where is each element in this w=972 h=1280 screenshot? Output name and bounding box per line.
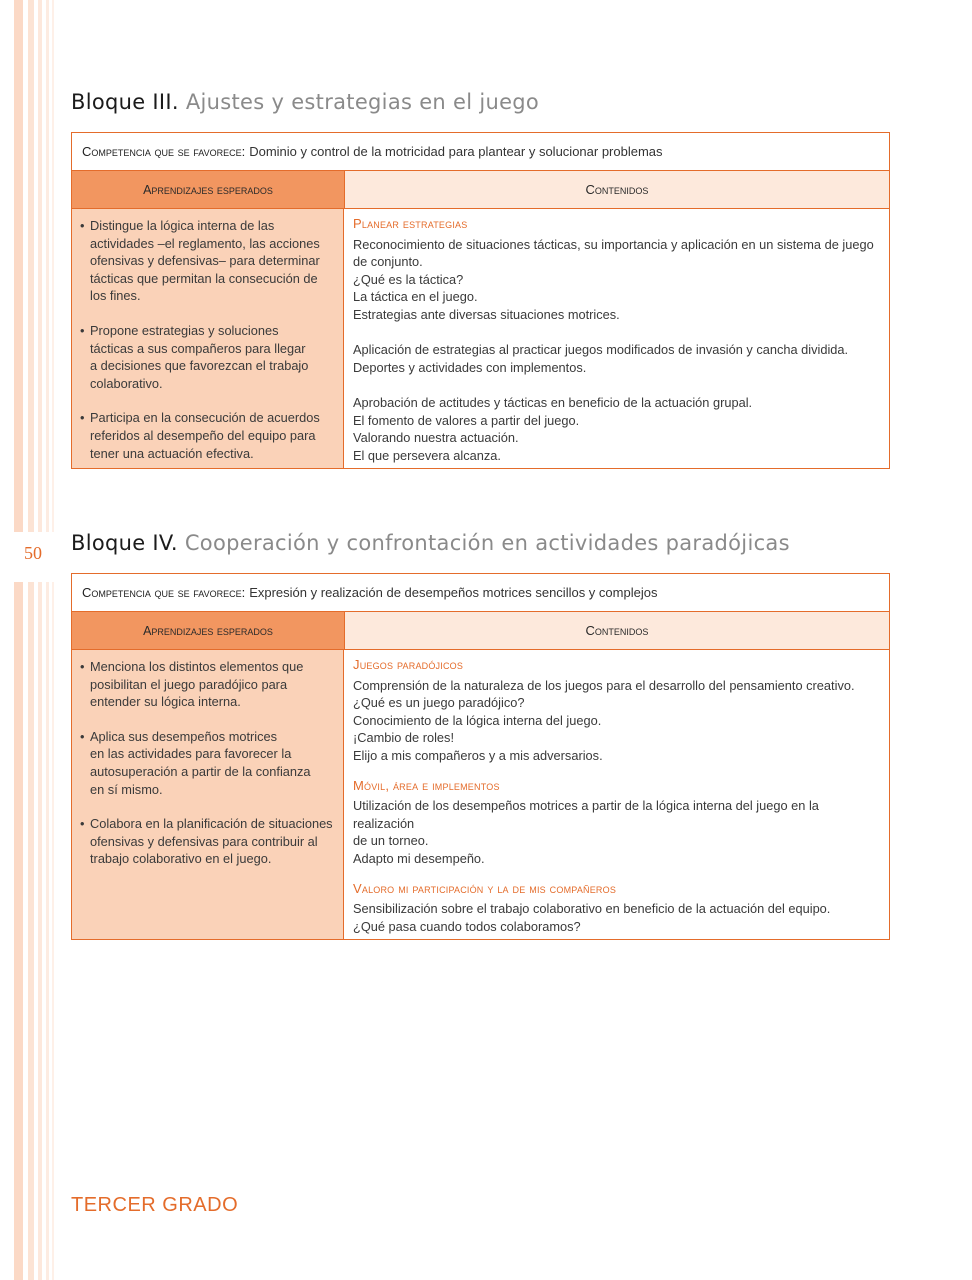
text-line: Aplica sus desempeños motrices — [90, 728, 278, 744]
text-line: tácticas que permitan la consecución de — [90, 270, 318, 286]
block-label: Bloque IV. — [71, 531, 178, 555]
text-line: entender su lógica interna. — [90, 694, 241, 710]
margin-stripe — [38, 0, 42, 1280]
text-line: Participa en la consecución de acuerdos — [90, 410, 320, 426]
spacer — [353, 376, 881, 394]
text-line: Sensibilización sobre el trabajo colaborativo en beneficio de la actuación del equipo. — [353, 901, 831, 917]
block-heading — [71, 531, 790, 555]
block-table — [71, 573, 890, 940]
competencia-label: Competencia que se favorece: — [82, 585, 246, 600]
text-line: ofensivas y defensivas– para determinar — [90, 253, 320, 269]
contenidos-list — [344, 650, 889, 939]
aprendizaje-item — [80, 217, 335, 305]
text-line: La táctica en el juego. — [353, 289, 478, 305]
contenidos-header: Contenidos — [345, 171, 889, 208]
text-line: a decisiones que favorezcan el trabajo — [90, 358, 309, 374]
aprendizaje-item — [80, 409, 335, 462]
spacer — [353, 765, 881, 777]
text-line: de un torneo. — [353, 833, 429, 849]
text-line: trabajo colaborativo en el juego. — [90, 851, 272, 867]
text-line: Aprobación de actitudes y tácticas en beneficio de la actuación grupal. — [353, 394, 753, 410]
text-line: los fines. — [90, 288, 141, 304]
aprendizaje-item — [80, 815, 335, 868]
spacer — [353, 324, 881, 342]
text-line: Menciona los distintos elementos que — [90, 659, 304, 674]
block-table — [71, 132, 890, 469]
margin-stripe — [28, 0, 34, 1280]
aprendizaje-item — [80, 728, 335, 798]
text-line: en las actividades para favorecer la — [90, 746, 292, 762]
text-line: colaborativo. — [90, 375, 163, 391]
text-line: Colabora en la planificación de situaciones — [90, 816, 333, 832]
section-title: Juegos paradójicos — [353, 657, 464, 672]
table-body — [72, 650, 889, 939]
competencia-row — [72, 133, 889, 171]
text-line: Valorando nuestra actuación. — [353, 430, 519, 446]
margin-stripe — [14, 0, 23, 1280]
table-header — [72, 612, 889, 650]
text-line: referidos al desempeño del equipo para — [90, 427, 316, 443]
bullet-icon: • — [80, 659, 85, 674]
margin-stripe — [52, 0, 54, 1280]
section-title: Valoro mi participación y la de mis compañeros — [353, 880, 617, 896]
text-line: Comprensión de la naturaleza de los juegos para el desarrollo del pensamiento creativo. — [353, 677, 855, 693]
bullet-icon: • — [80, 410, 85, 426]
text-line: Adapto mi desempeño. — [353, 850, 485, 866]
footer-grade: TERCER GRADO — [71, 1194, 239, 1216]
text-line: Distingue la lógica interna de las — [90, 218, 275, 233]
aprendizajes-list — [72, 209, 344, 468]
block-title: Ajustes y estrategias en el juego — [185, 90, 540, 114]
aprendizajes-list — [72, 650, 344, 939]
section-title: Planear estrategias — [353, 216, 468, 231]
section-title: Móvil, área e implementos — [353, 777, 500, 793]
competencia-text: Dominio y control de la motricidad para plantear y solucionar problemas — [249, 144, 663, 159]
text-line: Aplicación de estrategias al practicar juegos modificados de invasión y cancha dividida. — [353, 342, 849, 358]
text-line: Elijo a mis compañeros y a mis adversarios. — [353, 747, 603, 763]
contenidos-list — [344, 209, 889, 468]
text-line: Utilización de los desempeños motrices a partir de la lógica interna del juego en la realización — [353, 798, 819, 831]
margin-stripe — [46, 0, 49, 1280]
text-line: Reconocimiento de situaciones tácticas, su importancia y aplicación en un sistema de juego — [353, 236, 874, 252]
text-line: posibilitan el juego paradójico para — [90, 676, 288, 692]
text-line: actividades –el reglamento, las acciones — [90, 235, 320, 251]
decorative-margin-stripes — [0, 0, 60, 1280]
block-label: Bloque III. — [71, 90, 179, 114]
text-line: ofensivas y defensivas para contribuir al — [90, 833, 318, 849]
text-line: de conjunto. — [353, 254, 423, 270]
bullet-icon: • — [80, 728, 85, 744]
text-line: Propone estrategias y soluciones — [90, 322, 279, 338]
contenidos-header: Contenidos — [345, 612, 889, 649]
text-line: ¿Qué pasa cuando todos colaboramos? — [353, 918, 581, 934]
competencia-label: Competencia que se favorece: — [82, 144, 246, 159]
text-line: tener una actuación efectiva. — [90, 445, 254, 461]
block-heading — [71, 90, 539, 114]
page-number: 50 — [24, 543, 42, 563]
text-line: El fomento de valores a partir del juego. — [353, 412, 580, 428]
spacer — [353, 868, 881, 880]
text-line: Deportes y actividades con implementos. — [353, 359, 587, 375]
aprendizaje-item — [80, 658, 335, 711]
table-body — [72, 209, 889, 468]
text-line: autosuperación a partir de la confianza — [90, 763, 311, 779]
bullet-icon: • — [80, 816, 85, 832]
text-line: tácticas a sus compañeros para llegar — [90, 340, 306, 356]
text-line: Estrategias ante diversas situaciones motrices. — [353, 306, 620, 322]
text-line: ¿Qué es un juego paradójico? — [353, 695, 525, 711]
competencia-text: Expresión y realización de desempeños motrices sencillos y complejos — [249, 585, 658, 600]
text-line: ¿Qué es la táctica? — [353, 271, 464, 287]
aprendizajes-header: Aprendizajes esperados — [72, 612, 345, 649]
bullet-icon: • — [80, 322, 85, 338]
competencia-row — [72, 574, 889, 612]
table-header — [72, 171, 889, 209]
text-line: El que persevera alcanza. — [353, 447, 501, 463]
bullet-icon: • — [80, 218, 85, 233]
text-line: en sí mismo. — [90, 781, 163, 797]
text-line: ¡Cambio de roles! — [353, 730, 454, 746]
block-title: Cooperación y confrontación en actividades paradójicas — [184, 531, 790, 555]
text-line: Conocimiento de la lógica interna del juego. — [353, 712, 602, 728]
aprendizajes-header: Aprendizajes esperados — [72, 171, 345, 208]
aprendizaje-item — [80, 322, 335, 392]
